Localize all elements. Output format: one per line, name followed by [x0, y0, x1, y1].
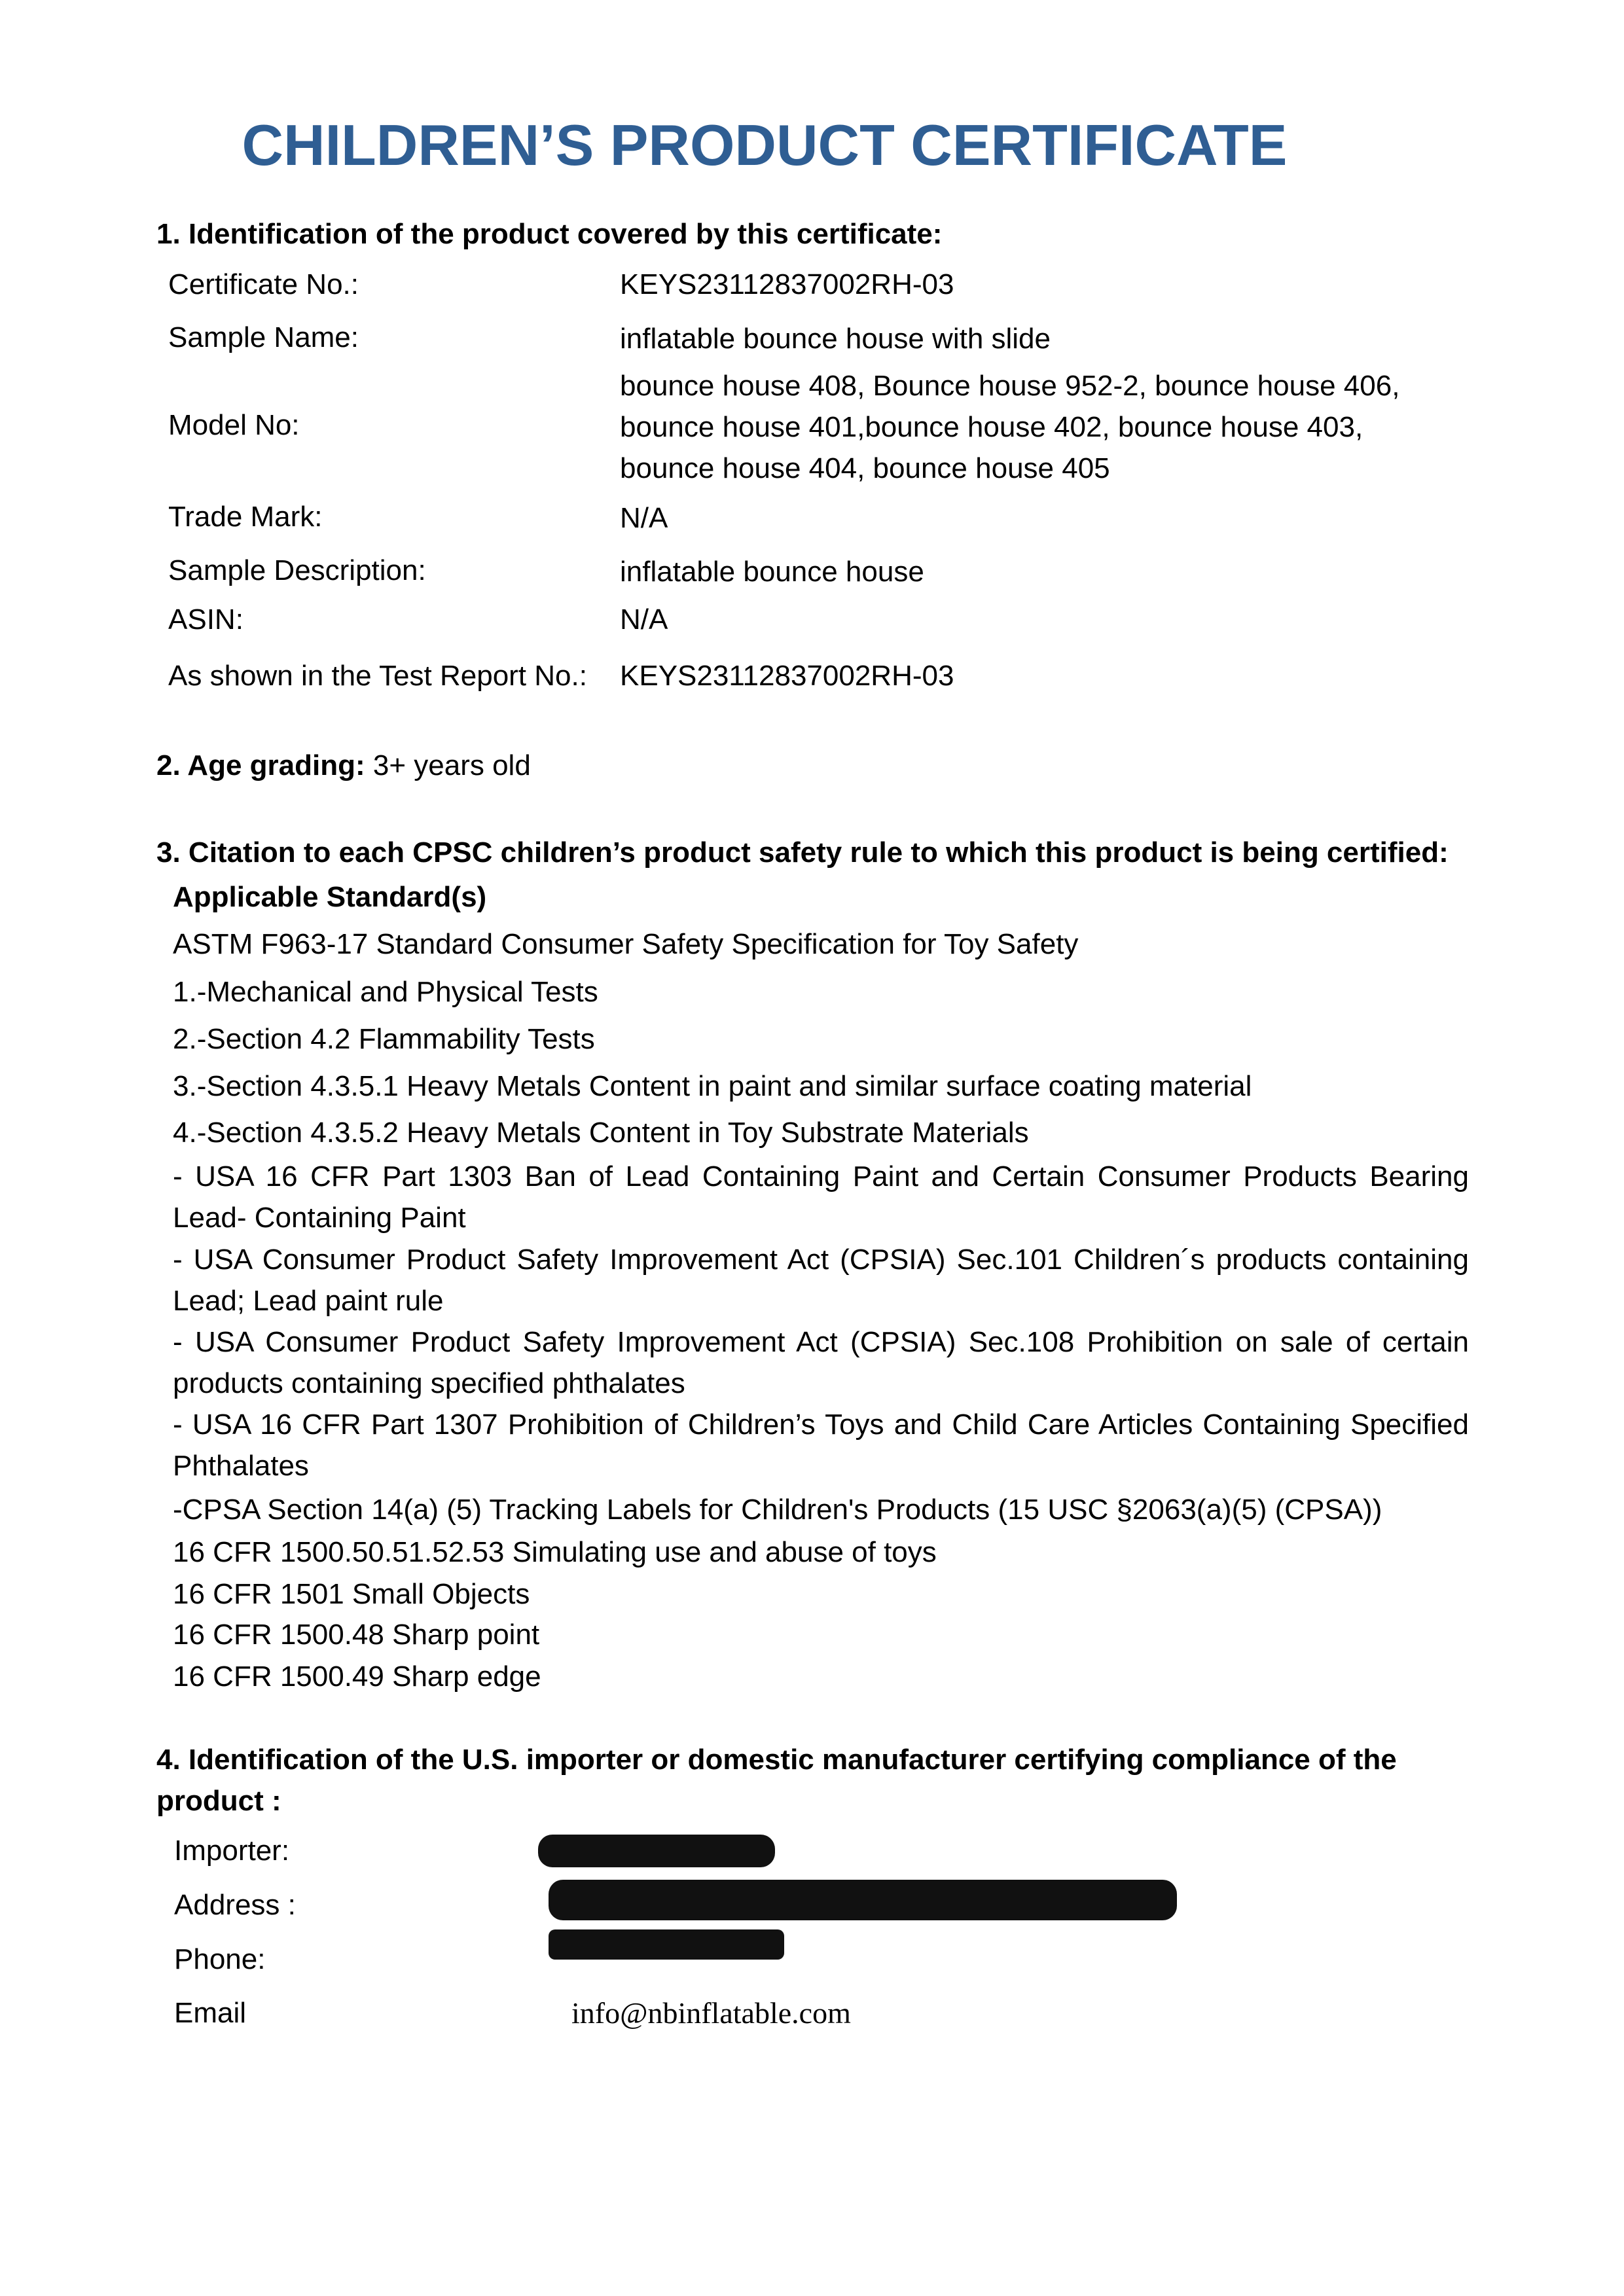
standard-item: - USA 16 CFR Part 1307 Prohibition of Children’s Toys and Child Care Articles Containing Specified Phthalates	[173, 1408, 1469, 1482]
model-no-value: bounce house 408, Bounce house 952-2, bounce house 406, bounce house 401,bounce house 402, bounce house 403, bounce house 404, bounce house 405	[620, 370, 1400, 484]
standard-item: 3.-Section 4.3.5.1 Heavy Metals Content in paint and similar surface coating material	[173, 1070, 1252, 1102]
section1-heading: 1. Identification of the product covered by this certificate:	[156, 218, 943, 250]
redacted-address	[549, 1880, 1177, 1920]
applicable-standards-heading: Applicable Standard(s)	[173, 881, 487, 913]
asin-label: ASIN:	[168, 603, 244, 636]
certificate-title: CHILDREN’S PRODUCT CERTIFICATE	[242, 113, 1288, 177]
section4-heading: 4. Identification of the U.S. importer or domestic manufacturer certifying compliance of the product :	[156, 1744, 1397, 1817]
sample-name-value: inflatable bounce house with slide	[620, 323, 1051, 355]
standard-item: - USA Consumer Product Safety Improvement Act (CPSIA) Sec.108 Prohibition on sale of certain products containing specified phthalates	[173, 1326, 1469, 1399]
sample-description-value: inflatable bounce house	[620, 556, 924, 588]
age-grading	[156, 749, 531, 783]
trade-mark-label: Trade Mark:	[168, 501, 323, 533]
certificate-no-value: KEYS23112837002RH-03	[620, 268, 954, 300]
section3-heading: 3. Citation to each CPSC children’s product safety rule to which this product is being certified:	[156, 836, 1449, 869]
standard-item: 16 CFR 1500.49 Sharp edge	[173, 1660, 541, 1693]
standard-item: 2.-Section 4.2 Flammability Tests	[173, 1023, 595, 1055]
address-label: Address :	[174, 1889, 296, 1921]
age-grading-value: 3+ years old	[372, 749, 531, 781]
standard-item: -CPSA Section 14(a) (5) Tracking Labels for Children's Products (15 USC §2063(a)(5) (CPSA))	[173, 1494, 1382, 1526]
test-report-label: As shown in the Test Report No.:	[168, 660, 587, 692]
importer-label: Importer:	[174, 1835, 290, 1867]
standard-item: 16 CFR 1501 Small Objects	[173, 1578, 530, 1610]
age-grading-label: 2. Age grading:	[156, 749, 365, 781]
certificate-no-label: Certificate No.:	[168, 268, 359, 300]
redacted-importer	[538, 1835, 775, 1867]
email-value[interactable]: info@nbinflatable.com	[571, 1996, 851, 2030]
sample-description-label: Sample Description:	[168, 554, 426, 586]
sample-name-label: Sample Name:	[168, 321, 359, 353]
standard-item: 16 CFR 1500.48 Sharp point	[173, 1619, 540, 1651]
standard-item: - USA 16 CFR Part 1303 Ban of Lead Containing Paint and Certain Consumer Products Bearing Lead- Containing Paint	[173, 1160, 1469, 1234]
phone-label: Phone:	[174, 1943, 266, 1975]
asin-value: N/A	[620, 603, 668, 636]
standard-item: 4.-Section 4.3.5.2 Heavy Metals Content in Toy Substrate Materials	[173, 1117, 1029, 1149]
model-no-label: Model No:	[168, 409, 300, 441]
standard-item: 16 CFR 1500.50.51.52.53 Simulating use and abuse of toys	[173, 1536, 937, 1568]
standard-item: 1.-Mechanical and Physical Tests	[173, 976, 598, 1008]
standard-item: - USA Consumer Product Safety Improvement Act (CPSIA) Sec.101 Children´s products containing Lead; Lead paint rule	[173, 1244, 1469, 1317]
test-report-value: KEYS23112837002RH-03	[620, 660, 954, 692]
trade-mark-value: N/A	[620, 502, 668, 534]
standard-item: ASTM F963-17 Standard Consumer Safety Specification for Toy Safety	[173, 928, 1079, 960]
email-label: Email	[174, 1997, 247, 2029]
redacted-phone	[549, 1929, 784, 1960]
